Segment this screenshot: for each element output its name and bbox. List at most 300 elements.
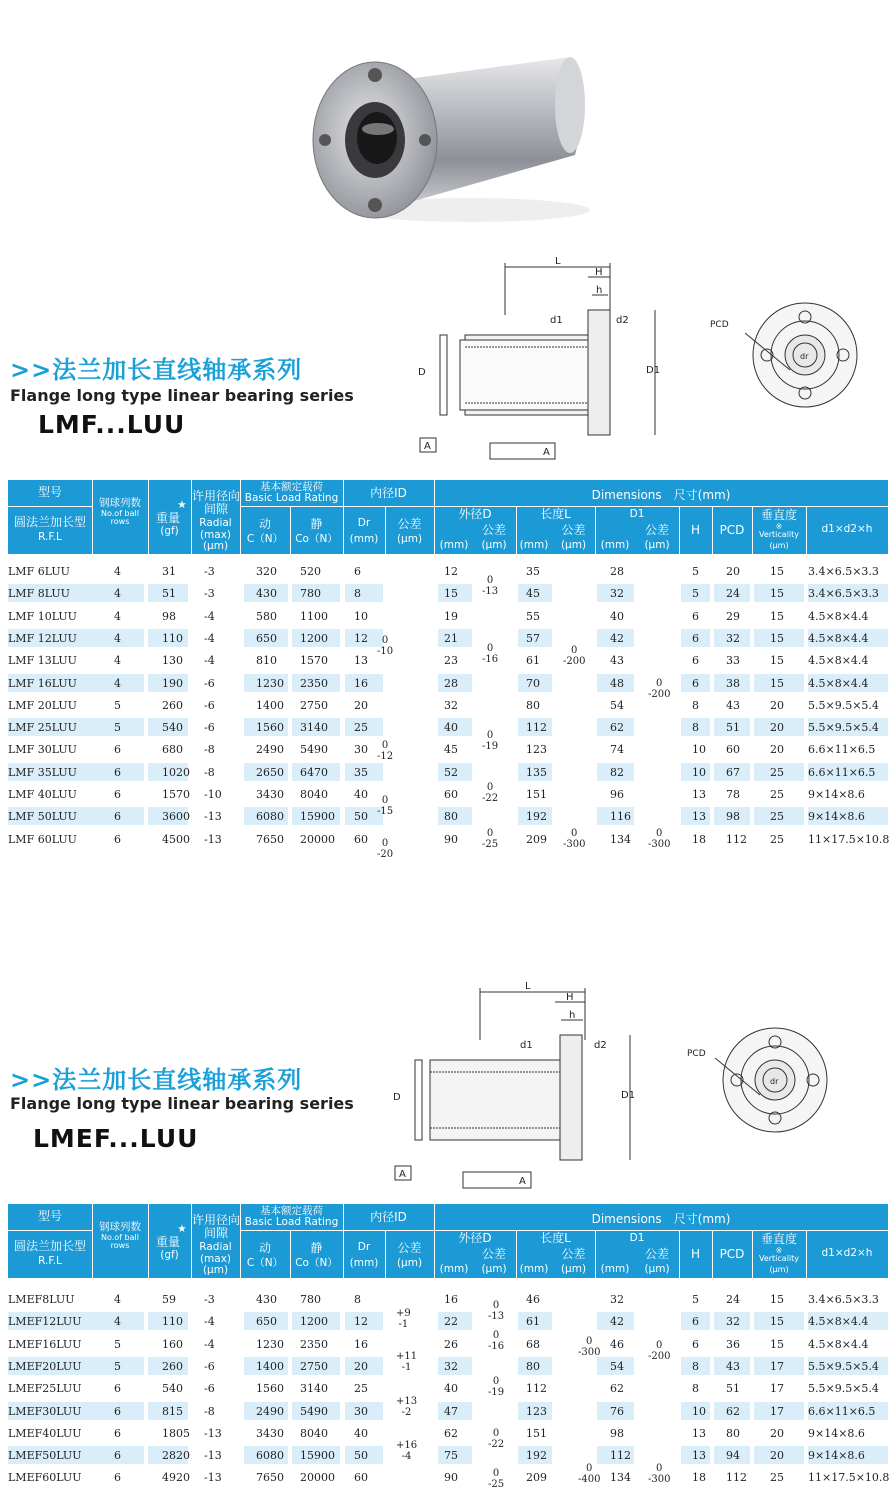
cell-pcd: 38 [726, 676, 740, 690]
cell-stat-load: 8040 [300, 788, 328, 801]
header-od-tol: 公差 [481, 1247, 506, 1261]
cell-dr: 16 [354, 1337, 368, 1351]
table-body-1 [8, 560, 890, 860]
cell-balls: 6 [114, 1426, 121, 1440]
header-d1-tol: 公差 [644, 1247, 669, 1261]
cell-dyn-load: 7650 [256, 1471, 284, 1485]
cell-holes: 4.5×8×4.4 [808, 631, 869, 645]
cell-pcd: 24 [726, 1293, 740, 1306]
header-vert-mark: ※ [775, 1246, 783, 1255]
cell-radial: -6 [204, 698, 215, 712]
cell-d1: 116 [610, 810, 631, 824]
cell-verticality: 15 [770, 565, 784, 578]
cell-balls: 4 [114, 654, 121, 668]
header-model-sub-en: R.F.L [38, 531, 62, 543]
cell-h: 5 [692, 587, 699, 601]
cell-radial: -3 [204, 1293, 215, 1306]
cell-dr: 60 [354, 832, 368, 846]
cell-holes: 5.5×9.5×5.4 [808, 1382, 879, 1396]
cell-dr: 16 [354, 676, 368, 690]
cell-radial: -6 [204, 1382, 215, 1396]
cell-length: 192 [526, 1449, 547, 1463]
header-holes: d1×d2×h [821, 1247, 873, 1259]
cell-dr: 20 [354, 698, 368, 712]
technical-drawing-2 [385, 980, 890, 1190]
header-model: 型号 [37, 485, 62, 499]
tolerance-od: 0 -25 [482, 828, 499, 850]
cell-balls: 4 [114, 1293, 121, 1306]
table-row [8, 582, 888, 604]
table-header-1 [8, 480, 888, 554]
table-row [8, 1288, 888, 1310]
cell-dr: 10 [354, 609, 368, 623]
cell-model: LMF 20LUU [8, 698, 77, 712]
header-weight-unit: (gf) [160, 1249, 179, 1261]
cell-dyn-load: 6080 [256, 1449, 284, 1463]
cell-dr: 40 [354, 1426, 368, 1440]
cell-holes: 11×17.5×10.8 [808, 1471, 890, 1485]
tolerance-id: +9 -1 [396, 1308, 411, 1330]
datum-A-label-2: A [399, 1169, 406, 1180]
cell-d1: 134 [610, 1471, 631, 1485]
cell-balls: 5 [114, 1337, 121, 1351]
cell-stat-load: 15900 [300, 1449, 335, 1463]
header-id: 内径ID [370, 1210, 407, 1224]
tolerance-od: 0 -19 [488, 1376, 505, 1398]
cell-d1: 96 [610, 788, 624, 801]
header-vert-cn: 垂直度 [760, 508, 797, 522]
cell-stat-load: 2350 [300, 676, 328, 690]
header-weight-unit: (gf) [160, 525, 179, 537]
verticality-datum-label-2: A [519, 1176, 526, 1187]
cell-radial: -6 [204, 676, 215, 690]
cell-dyn-load: 2490 [256, 743, 284, 757]
cell-d1: 98 [610, 1426, 624, 1440]
cell-balls: 6 [114, 832, 121, 846]
cell-h: 5 [692, 565, 699, 578]
header-vert-en: Verticality [758, 530, 800, 539]
series-title-cn-1: >>法兰加长直线轴承系列 [10, 356, 303, 384]
series-title-cn-2: >>法兰加长直线轴承系列 [10, 1066, 303, 1094]
cell-dyn-load: 3430 [256, 1426, 284, 1440]
cell-verticality: 15 [770, 1315, 784, 1329]
header-radial-cn: 许用径向间隙 [192, 489, 241, 516]
cell-dr: 50 [354, 810, 368, 824]
dim-L-label: L [555, 256, 561, 267]
cell-model: LMF 8LUU [8, 587, 70, 601]
cell-stat-load: 20000 [300, 832, 335, 846]
cell-weight: 1805 [162, 1426, 190, 1440]
header-dimensions: Dimensions 尺寸(mm) [591, 1212, 731, 1226]
cell-weight: 540 [162, 721, 183, 735]
header-h: H [690, 1247, 701, 1261]
table-header-2 [8, 1204, 888, 1278]
cell-verticality: 15 [770, 1293, 784, 1306]
cell-d1: 32 [610, 587, 624, 601]
cell-verticality: 25 [770, 832, 784, 846]
cell-weight: 815 [162, 1404, 183, 1418]
cell-d1: 62 [610, 721, 624, 735]
table-body-2 [8, 1288, 888, 1493]
cell-model: LMF 30LUU [8, 743, 77, 757]
header-d1-mm: (mm) [600, 1263, 630, 1275]
cell-od: 32 [444, 1359, 458, 1373]
header-radial-cn: 许用径向间隙 [192, 1213, 241, 1240]
cell-dyn-load: 430 [256, 1293, 277, 1306]
table-row [8, 1400, 888, 1422]
header-od: 外径D [458, 507, 492, 521]
cell-radial: -13 [204, 1426, 222, 1440]
cell-holes: 9×14×8.6 [808, 788, 865, 801]
cell-stat-load: 15900 [300, 810, 335, 824]
cell-verticality: 17 [770, 1404, 784, 1418]
header-pcd: PCD [719, 523, 745, 537]
cell-balls: 5 [114, 721, 121, 735]
cell-h: 6 [692, 1337, 699, 1351]
cell-dyn-load: 3430 [256, 788, 284, 801]
header-id-tol: 公差 [397, 1241, 422, 1255]
cell-radial: -4 [204, 1337, 215, 1351]
header-radial-en: Radial [199, 517, 232, 529]
cell-h: 6 [692, 676, 699, 690]
cell-h: 8 [692, 1382, 699, 1396]
cell-radial: -13 [204, 1471, 222, 1485]
cell-verticality: 15 [770, 1337, 784, 1351]
cell-verticality: 25 [770, 788, 784, 801]
tolerance-id: +11 -1 [396, 1351, 418, 1373]
cell-verticality: 25 [770, 1471, 784, 1485]
cell-model: LMF 13LUU [8, 654, 77, 668]
tolerance-od: 0 -22 [482, 782, 499, 804]
table-row [8, 1444, 888, 1466]
cell-pcd: 62 [726, 1404, 740, 1418]
cell-model: LMF 60LUU [8, 832, 77, 846]
cell-dr: 50 [354, 1449, 368, 1463]
cell-model: LMEF16LUU [8, 1337, 82, 1351]
cell-dyn-load: 1560 [256, 721, 284, 735]
cell-balls: 4 [114, 587, 121, 601]
cell-d1: 82 [610, 765, 624, 779]
header-dyn-unit: C（N） [246, 533, 284, 545]
tolerance-id: 0 -10 [377, 635, 394, 657]
table-row [8, 828, 888, 850]
dim-d2-label-2: d2 [594, 1040, 607, 1051]
tolerance-id: +13 -2 [396, 1396, 418, 1418]
header-d1-tol-unit: (μm) [644, 1263, 670, 1275]
header-model-sub-cn: 圆法兰加长型 [13, 515, 86, 529]
tolerance-od: 0 -19 [482, 730, 499, 752]
cell-model: LMF 25LUU [8, 721, 77, 735]
cell-model: LMEF40LUU [8, 1426, 82, 1440]
cell-od: 80 [444, 810, 458, 824]
cell-holes: 9×14×8.6 [808, 810, 865, 824]
cell-length: 209 [526, 1471, 547, 1485]
cell-balls: 4 [114, 565, 121, 578]
verticality-datum-label: A [543, 447, 550, 458]
header-d1: D1 [629, 1232, 645, 1244]
header-len: 长度L [540, 507, 571, 521]
cell-d1: 48 [610, 676, 624, 690]
cell-pcd: 51 [726, 1382, 740, 1396]
cell-dyn-load: 6080 [256, 810, 284, 824]
cell-stat-load: 1100 [300, 609, 328, 623]
cell-balls: 6 [114, 743, 121, 757]
header-dr: Dr [357, 1241, 371, 1253]
header-len-tol: 公差 [561, 1247, 586, 1261]
cell-pcd: 98 [726, 810, 740, 824]
cell-d1: 28 [610, 565, 624, 578]
header-vert-unit: (μm) [769, 541, 789, 550]
cell-radial: -3 [204, 565, 215, 578]
cell-holes: 3.4×6.5×3.3 [808, 565, 879, 578]
table-row [8, 1422, 888, 1444]
cell-dr: 35 [354, 765, 368, 779]
table-row [8, 1466, 888, 1488]
cell-weight: 680 [162, 743, 183, 757]
cell-pcd: 29 [726, 609, 740, 623]
cell-radial: -4 [204, 1315, 215, 1329]
pcd-label-2: PCD [687, 1049, 706, 1059]
cell-holes: 6.6×11×6.5 [808, 1404, 876, 1418]
cell-radial: -4 [204, 654, 215, 668]
tolerance-od: 0 -16 [482, 643, 499, 665]
cell-dyn-load: 650 [256, 631, 277, 645]
tolerance-od: 0 -13 [482, 575, 499, 597]
tolerance-id: 0 -20 [377, 838, 394, 860]
cell-od: 40 [444, 721, 458, 735]
header-len: 长度L [540, 1231, 571, 1245]
cell-stat-load: 1200 [300, 1315, 328, 1329]
cell-holes: 4.5×8×4.4 [808, 609, 869, 623]
cell-verticality: 15 [770, 587, 784, 601]
cell-weight: 4500 [162, 832, 190, 846]
cell-pcd: 51 [726, 721, 740, 735]
cell-model: LMF 16LUU [8, 676, 77, 690]
cell-weight: 4920 [162, 1471, 190, 1485]
tolerance-d1: 0 -200 [648, 678, 671, 700]
header-radial-en: Radial [199, 1241, 232, 1253]
cell-radial: -8 [204, 1404, 215, 1418]
cell-pcd: 94 [726, 1449, 740, 1463]
model-code-1: LMF...LUU [38, 410, 186, 439]
cell-verticality: 20 [770, 1426, 784, 1440]
cell-od: 47 [444, 1404, 458, 1418]
cell-h: 13 [692, 810, 706, 824]
tolerance-l: 0 -300 [563, 828, 586, 850]
cell-h: 8 [692, 721, 699, 735]
cell-stat-load: 3140 [300, 721, 328, 735]
tolerance-l: 0 -200 [563, 645, 586, 667]
cell-dr: 30 [354, 1404, 368, 1418]
product-photo [290, 45, 610, 245]
cell-dr: 40 [354, 788, 368, 801]
cell-radial: -13 [204, 810, 222, 824]
cell-weight: 160 [162, 1337, 183, 1351]
cell-h: 6 [692, 1315, 699, 1329]
cell-dyn-load: 580 [256, 609, 277, 623]
cell-stat-load: 20000 [300, 1471, 335, 1485]
cell-stat-load: 2750 [300, 1359, 328, 1373]
header-balls-en: No.of ball rows [101, 509, 139, 527]
cell-dr: 60 [354, 1471, 368, 1485]
series-title-en-2: Flange long type linear bearing series [10, 1094, 354, 1113]
cell-weight: 190 [162, 676, 183, 690]
header-model-sub-cn: 圆法兰加长型 [13, 1239, 86, 1253]
table-row [8, 560, 888, 582]
cell-pcd: 43 [726, 1359, 740, 1373]
cell-od: 28 [444, 676, 458, 690]
cell-length: 45 [526, 587, 540, 601]
cell-model: LMF 40LUU [8, 788, 77, 801]
cell-model: LMF 50LUU [8, 810, 77, 824]
cell-radial: -4 [204, 631, 215, 645]
cell-od: 19 [444, 609, 458, 623]
cell-length: 151 [526, 788, 547, 801]
cell-length: 70 [526, 676, 540, 690]
table-row [8, 694, 888, 716]
cell-od: 16 [444, 1293, 458, 1306]
cell-radial: -6 [204, 721, 215, 735]
cell-dr: 8 [354, 1293, 361, 1306]
header-od: 外径D [458, 1231, 492, 1245]
cell-radial: -4 [204, 609, 215, 623]
header-radial-unit2: (μm) [202, 1264, 229, 1276]
cell-dyn-load: 320 [256, 565, 277, 578]
header-model-sub-en: R.F.L [38, 1255, 62, 1267]
table-row [8, 1333, 888, 1355]
cell-dyn-load: 1230 [256, 1337, 284, 1351]
header-d1-mm: (mm) [600, 539, 630, 551]
table-row [8, 805, 888, 827]
cell-h: 6 [692, 609, 699, 623]
cell-stat-load: 520 [300, 565, 321, 578]
header-dyn-unit: C（N） [246, 1257, 284, 1269]
cell-balls: 5 [114, 698, 121, 712]
dr-label: dr [800, 352, 809, 361]
header-dr: Dr [357, 517, 371, 529]
cell-od: 40 [444, 1382, 458, 1396]
cell-dr: 6 [354, 565, 361, 578]
cell-dyn-load: 7650 [256, 832, 284, 846]
cell-model: LMF 6LUU [8, 565, 70, 578]
cell-holes: 6.6×11×6.5 [808, 765, 876, 779]
table-row [8, 716, 888, 738]
cell-d1: 62 [610, 1382, 624, 1396]
cell-holes: 11×17.5×10.8 [808, 832, 890, 846]
header-radial-unit2: (μm) [202, 540, 229, 552]
cell-radial: -13 [204, 832, 222, 846]
dim-h-label-2: h [569, 1010, 576, 1021]
cell-model: LMEF8LUU [8, 1293, 75, 1306]
cell-od: 23 [444, 654, 458, 668]
cell-od: 15 [444, 587, 458, 601]
cell-length: 57 [526, 631, 540, 645]
cell-model: LMEF60LUU [8, 1471, 82, 1485]
tolerance-l: 0 -300 [578, 1336, 601, 1358]
cell-verticality: 20 [770, 721, 784, 735]
dim-d1-label: d1 [550, 315, 563, 326]
cell-weight: 3600 [162, 810, 190, 824]
cell-od: 12 [444, 565, 458, 578]
cell-h: 10 [692, 1404, 706, 1418]
cell-pcd: 67 [726, 765, 740, 779]
cell-holes: 4.5×8×4.4 [808, 1337, 869, 1351]
series-title-en-1: Flange long type linear bearing series [10, 386, 354, 405]
header-od-mm: (mm) [439, 539, 469, 551]
header-vert-mark: ※ [775, 522, 783, 531]
cell-holes: 4.5×8×4.4 [808, 1315, 869, 1329]
cell-d1: 54 [610, 698, 624, 712]
cell-weight: 98 [162, 609, 176, 623]
header-d1-tol: 公差 [644, 523, 669, 537]
header-len-mm: (mm) [519, 1263, 549, 1275]
header-id-tol-unit: (μm) [396, 533, 423, 545]
header-stat-unit: Co（N） [295, 1257, 338, 1269]
header-len-tol: 公差 [561, 523, 586, 537]
cell-dr: 8 [354, 587, 361, 601]
cell-weight: 2820 [162, 1449, 190, 1463]
cell-stat-load: 2750 [300, 698, 328, 712]
dim-d2-label: d2 [616, 315, 629, 326]
header-vert-unit: (μm) [769, 1265, 789, 1274]
cell-pcd: 78 [726, 788, 740, 801]
cell-weight: 51 [162, 587, 176, 601]
cell-verticality: 20 [770, 743, 784, 757]
cell-dr: 12 [354, 1315, 368, 1329]
header-od-mm: (mm) [439, 1263, 469, 1275]
cell-dyn-load: 430 [256, 587, 277, 601]
tolerance-od: 0 -13 [488, 1300, 505, 1322]
header-len-tol-unit: (μm) [560, 1263, 587, 1275]
cell-dyn-load: 1560 [256, 1382, 284, 1396]
cell-pcd: 32 [726, 631, 740, 645]
header-stat-unit: Co（N） [295, 533, 338, 545]
dim-d1-label-2: d1 [520, 1040, 533, 1051]
dim-H-label-2: H [566, 992, 574, 1003]
cell-radial: -6 [204, 1359, 215, 1373]
tolerance-od: 0 -22 [488, 1428, 505, 1450]
cell-dyn-load: 1230 [256, 676, 284, 690]
cell-dyn-load: 2650 [256, 765, 284, 779]
header-h: H [690, 523, 701, 537]
header-load-en: Basic Load Rating [244, 492, 339, 504]
cell-h: 6 [692, 631, 699, 645]
header-model: 型号 [37, 1209, 62, 1223]
cell-stat-load: 1570 [300, 654, 328, 668]
cell-h: 18 [692, 1471, 706, 1485]
cell-holes: 3.4×6.5×3.3 [808, 1293, 879, 1306]
header-balls-cn: 钢球列数 [99, 1221, 141, 1233]
cell-balls: 4 [114, 676, 121, 690]
cell-holes: 5.5×9.5×5.4 [808, 698, 879, 712]
cell-holes: 5.5×9.5×5.4 [808, 721, 879, 735]
cell-model: LMEF12LUU [8, 1315, 82, 1329]
cell-h: 13 [692, 1449, 706, 1463]
cell-verticality: 15 [770, 654, 784, 668]
cell-holes: 9×14×8.6 [808, 1426, 865, 1440]
tolerance-id: 0 -15 [377, 795, 394, 817]
cell-holes: 3.4×6.5×3.3 [808, 587, 879, 601]
dim-D-label: D [418, 367, 426, 378]
cell-length: 192 [526, 810, 547, 824]
header-weight-star: ★ [177, 499, 187, 511]
cell-stat-load: 5490 [300, 1404, 328, 1418]
cell-verticality: 15 [770, 631, 784, 645]
cell-balls: 6 [114, 810, 121, 824]
header-balls-cn: 钢球列数 [99, 497, 141, 509]
tolerance-id: 0 -12 [377, 740, 394, 762]
cell-weight: 540 [162, 1382, 183, 1396]
